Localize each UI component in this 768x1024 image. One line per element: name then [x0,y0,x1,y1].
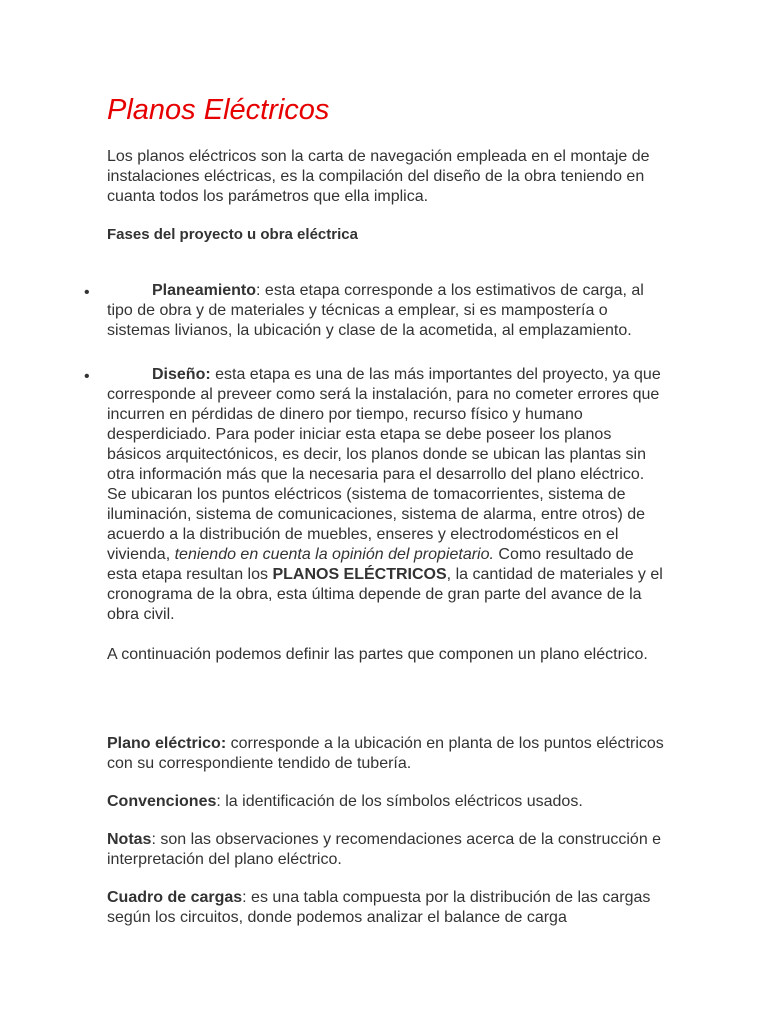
intro-paragraph [107,147,667,207]
bullet-marker: • [84,368,90,385]
part-term: Cuadro de cargas [107,889,243,906]
part-term: Plano eléctrico: [107,735,227,752]
phase-term: Diseño: [152,366,211,383]
part-notas [107,830,667,870]
phases-heading: Fases del proyecto u obra eléctrica [107,226,358,243]
document-title: Planos Eléctricos [107,94,330,126]
bullet-marker: • [84,284,90,301]
part-term: Convenciones [107,793,217,810]
intro-text: Los planos eléctricos son la carta de navegación empleada en el montaje de instalaciones eléctricas, es la compilación del diseño de la obra teniendo en cuanta todos los parámetros que ella implica. [107,148,650,205]
part-text: : son las observaciones y recomendaciones acerca de la construcción e interpretación del plano eléctrico. [107,831,662,868]
part-term: Notas [107,831,152,848]
part-convenciones [107,792,667,812]
parts-intro-text: A continuación podemos definir las partes que componen un plano eléctrico. [107,646,648,663]
phase-term: Planeamiento [152,282,257,299]
phase-text: , la cantidad de materiales y el cronograma de la obra, esta última depende de gran parte del avance de la obra civil. [107,566,663,623]
phase-planeamiento [107,281,667,341]
part-text: : la identificación de los símbolos eléctricos usados. [216,793,583,810]
part-text: corresponde a la ubicación en planta de los puntos eléctricos con su correspondiente tendido de tubería. [107,735,664,772]
part-plano-electrico [107,734,667,774]
phase-diseno [107,365,667,625]
parts-intro [107,645,667,665]
part-cuadro-de-cargas [107,888,667,928]
phase-text: esta etapa es una de las más importantes del proyecto, ya que corresponde al preveer como será la instalación, para no cometer errores que incurren en pérdidas de dinero por tiempo, recurso físico y humano desperdiciado. Para poder iniciar esta etapa se debe poseer los planos básicos arquitectónicos, es decir, los planos donde se ubican las plantas sin otra información más que la necesaria para el desarrollo del plano eléctrico. Se ubicaran los puntos eléctricos (sistema de tomacorrientes, sistema de iluminación, sistema de comunicaciones, sistema de alarma, entre otros) de acuerdo a la distribución de muebles, enseres y electrodomésticos en el vivienda, [107,366,661,563]
phase-text: : esta etapa corresponde a los estimativos de carga, al tipo de obra y de materiales y técnicas a emplear, si es mampostería o sistemas livianos, la ubicación y clase de la acometida, al emplazamiento. [107,282,644,339]
phase-italic-text: teniendo en cuenta la opinión del propietario. [174,546,494,563]
part-text: : es una tabla compuesta por la distribución de las cargas según los circuitos, donde podemos analizar el balance de carga [107,889,651,926]
phase-bold-text: PLANOS ELÉCTRICOS [272,566,447,583]
phase-text: Como resultado de esta etapa resultan los [107,546,634,583]
